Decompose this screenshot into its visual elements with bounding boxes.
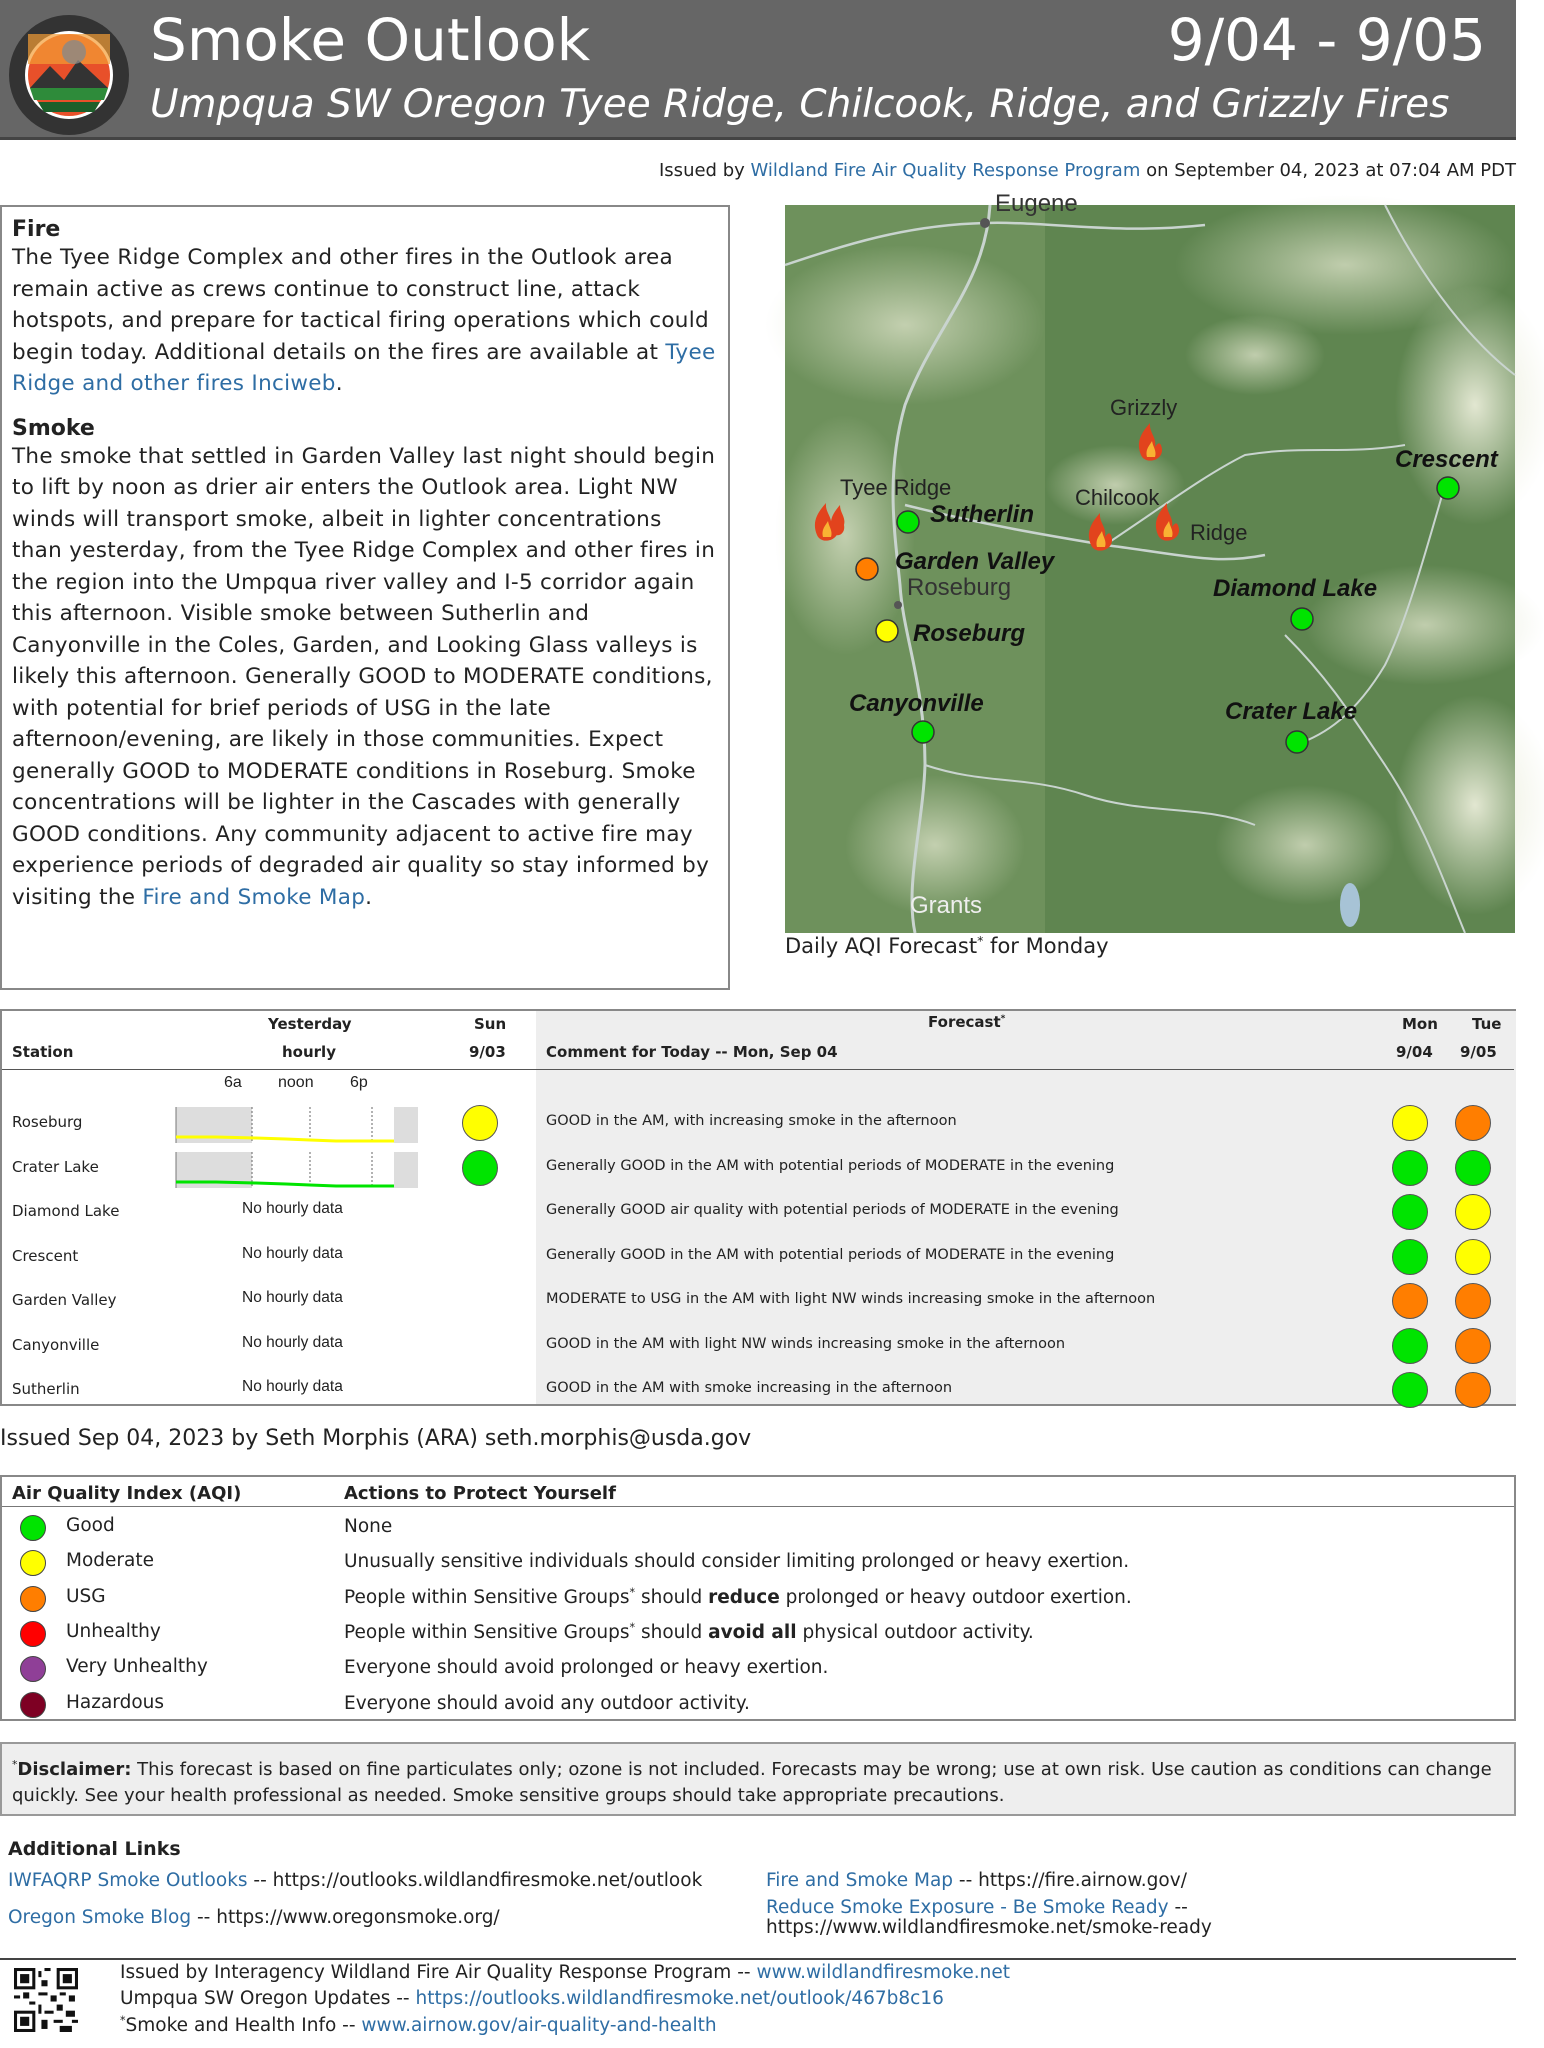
- station-name: Diamond Lake: [12, 1202, 120, 1220]
- aqi-action-pre: Unusually sensitive individuals should consider limiting prolonged or heavy exertion.: [344, 1551, 1130, 1573]
- page-title: Smoke Outlook: [150, 6, 591, 74]
- station-name: Canyonville: [12, 1335, 100, 1354]
- aqi-row: [2, 1615, 1514, 1650]
- aqi-row: [2, 1650, 1514, 1685]
- no-hourly-data: No hourly data: [242, 1200, 343, 1217]
- aqi-level-name: Hazardous: [66, 1691, 165, 1713]
- link-item-smoke-outlooks: [8, 1871, 702, 1891]
- program-logo: [8, 14, 130, 136]
- aqi-action-mid: should: [635, 1586, 709, 1608]
- header-tue-date: 9/05: [1460, 1043, 1497, 1061]
- footer-program-link[interactable]: www.wildlandfiresmoke.net: [756, 1962, 1011, 1983]
- header-forecast-asterisk: *: [1000, 1014, 1006, 1024]
- issued-by-line: Issued Sep 04, 2023 by Seth Morphis (ARA) seth.morphis@usda.gov: [0, 1426, 752, 1451]
- no-hourly-data: No hourly data: [242, 1378, 343, 1395]
- map-label-ridge: Ridge: [1190, 520, 1248, 545]
- aqi-action-pre: People within Sensitive Groups: [344, 1622, 630, 1644]
- aqi-level-name: Good: [66, 1515, 115, 1536]
- map-caption-asterisk: *: [977, 933, 984, 948]
- aqi-row: [2, 1580, 1514, 1615]
- map-label-tyee-ridge: Tyee Ridge: [840, 475, 952, 500]
- tue-aqi-dot: [1455, 1328, 1491, 1364]
- header-hourly: hourly: [282, 1043, 336, 1061]
- aqi-legend: [0, 1475, 1516, 1721]
- forecast-comment: Generally GOOD in the AM with potential periods of MODERATE in the evening: [546, 1246, 1115, 1263]
- no-hourly-data: No hourly data: [242, 1244, 343, 1262]
- aqi-action-emphasis: reduce: [708, 1586, 780, 1608]
- tue-aqi-dot: [1455, 1194, 1491, 1230]
- header-mon: Mon: [1402, 1015, 1438, 1033]
- header-yesterday: Yesterday: [268, 1015, 352, 1033]
- narrative-box: [0, 205, 730, 990]
- sun-aqi-dot: [462, 1150, 498, 1186]
- map-label-grizzly: Grizzly: [1110, 395, 1178, 420]
- footer-line-updates: [120, 1988, 944, 2009]
- mon-aqi-dot: [1392, 1328, 1428, 1364]
- aqi-action-text: [344, 1550, 1129, 1572]
- smoke-period: .: [365, 884, 373, 910]
- station-forecast-table: [0, 1009, 1516, 1406]
- oregon-blog-url: -- https://www.oregonsmoke.org/: [191, 1907, 500, 1928]
- mon-aqi-dot: [1392, 1239, 1428, 1275]
- link-item-oregon-blog: [8, 1908, 500, 1928]
- no-hourly-data: No hourly data: [242, 1289, 343, 1306]
- aqi-level-name: Unhealthy: [66, 1620, 161, 1642]
- tue-aqi-dot: [1455, 1150, 1491, 1186]
- hourly-sparkline: [176, 1152, 418, 1188]
- aqi-action-asterisk: *: [629, 1585, 636, 1599]
- map-label-roseburg: Roseburg: [913, 620, 1026, 647]
- aqi-level-name: USG: [66, 1585, 106, 1607]
- map-station-crater-lake: [1286, 731, 1308, 753]
- aqi-action-pre: None: [344, 1516, 393, 1538]
- mon-aqi-dot: [1392, 1105, 1428, 1141]
- smoke-ready-dashes: --: [1168, 1897, 1188, 1918]
- header-bar: [0, 0, 1516, 140]
- aqi-color-dot: [20, 1621, 46, 1647]
- header-sun-date: 9/03: [469, 1043, 506, 1061]
- forecast-comment: GOOD in the AM with light NW winds increasing smoke in the afternoon: [546, 1335, 1066, 1352]
- oregon-blog-link[interactable]: Oregon Smoke Blog: [8, 1907, 192, 1928]
- disclaimer-asterisk: *: [12, 1758, 18, 1771]
- aqi-action-pre: People within Sensitive Groups: [344, 1586, 630, 1608]
- disclaimer-box: [0, 1742, 1516, 1816]
- fire-smoke-map-url: -- https://fire.airnow.gov/: [953, 1870, 1187, 1891]
- fire-smoke-map-link[interactable]: Fire and Smoke Map: [142, 884, 366, 910]
- header-station: Station: [12, 1043, 74, 1061]
- map-label-eugene: Eugene: [995, 190, 1078, 217]
- aqi-color-dot: [20, 1550, 46, 1576]
- map-label-sutherlin: Sutherlin: [930, 501, 1035, 528]
- smoke-text: [12, 441, 718, 914]
- footer-program-text: Issued by Interagency Wildland Fire Air Quality Response Program --: [120, 1962, 757, 1983]
- forecast-comment: MODERATE to USG in the AM with light NW winds increasing smoke in the afternoon: [546, 1291, 1156, 1307]
- outlook-dates: 9/04 - 9/05: [1167, 6, 1486, 74]
- map-station-roseburg: [876, 620, 898, 642]
- map-label-chilcook: Chilcook: [1075, 485, 1160, 510]
- footer-asterisk: *: [120, 2014, 126, 2027]
- footer-updates-link[interactable]: https://outlooks.wildlandfiresmoke.net/outlook/467b8c16: [415, 1988, 944, 2009]
- aqi-header-row: [2, 1477, 1514, 1507]
- no-hourly-data: No hourly data: [242, 1333, 343, 1351]
- tue-aqi-dot: [1455, 1372, 1491, 1408]
- station-name: Garden Valley: [12, 1291, 117, 1309]
- aqi-action-text: [344, 1621, 1034, 1643]
- tue-aqi-dot: [1455, 1239, 1491, 1275]
- map-label-canyonville: Canyonville: [849, 690, 984, 717]
- fire-body: The Tyee Ridge Complex and other fires in the Outlook area remain active as crews continue to construct line, attack hotspots, and prepare for tactical firing operations which could begin today. Additional details on the fires are available at: [12, 245, 709, 365]
- aqi-action-mid: should: [635, 1622, 709, 1644]
- disclaimer-label: Disclaimer:: [17, 1759, 132, 1780]
- aqi-color-dot: [20, 1692, 46, 1718]
- fire-smoke-map-link-2[interactable]: Fire and Smoke Map: [766, 1870, 954, 1891]
- fire-period: .: [335, 371, 343, 396]
- aqi-action-pre: Everyone should avoid prolonged or heavy exertion.: [344, 1657, 829, 1679]
- aqi-row: [2, 1509, 1514, 1544]
- disclaimer-text: This forecast is based on fine particulates only; ozone is not included. Forecasts may be wrong; use at own risk. Use caution as conditions can change quickly. See your health professional as needed. Smoke sensitive groups should take appropriate precautions.: [12, 1759, 1492, 1806]
- map-svg: [785, 190, 1515, 933]
- issued-prefix: Issued by: [659, 160, 751, 181]
- inciweb-link[interactable]: Tyee Ridge and other fires Inciweb: [12, 339, 716, 396]
- header-sun: Sun: [474, 1015, 507, 1033]
- header-forecast: [928, 1013, 1005, 1031]
- tue-aqi-dot: [1455, 1283, 1491, 1319]
- header-comment: Comment for Today -- Mon, Sep 04: [546, 1043, 838, 1061]
- forecast-comment: Generally GOOD air quality with potential periods of MODERATE in the evening: [546, 1202, 1119, 1218]
- smoke-ready-link[interactable]: Reduce Smoke Exposure - Be Smoke Ready: [766, 1897, 1169, 1918]
- hourly-chart: [176, 1107, 418, 1143]
- map-station-sutherlin: [897, 511, 919, 533]
- hour-tick-6a: 6a: [224, 1074, 242, 1091]
- footer-line-program: [120, 1962, 1010, 1983]
- smoke-outlooks-link[interactable]: IWFAQRP Smoke Outlooks: [8, 1870, 248, 1891]
- smoke-ready-url: https://www.wildlandfiresmoke.net/smoke-ready: [766, 1917, 1212, 1938]
- header-tue: Tue: [1472, 1015, 1502, 1033]
- aqi-action-post: physical outdoor activity.: [796, 1622, 1034, 1644]
- smoke-body: The smoke that settled in Garden Valley last night should begin to lift by noon as drier air enters the Outlook area. Light NW winds will transport smoke, albeit in lighter concentrations than yesterday, from the Tyee Ridge Complex and other fires in the region into the Umpqua river valley and I-5 corridor again this afternoon. Visible smoke between Sutherlin and Canyonville in the Coles, Garden, and Looking Glass valleys is likely this afternoon. Generally GOOD to MODERATE conditions, with potential for brief periods of USG in the late afternoon/evening, are likely in those communities. Expect generally GOOD to MODERATE conditions in Roseburg. Smoke concentrations will be lighter in the Cascades with generally GOOD conditions. Any community adjacent to active fire may experience periods of degraded air quality so stay informed by visiting the: [12, 443, 716, 910]
- smoke-heading: Smoke: [12, 415, 95, 441]
- station-name: Sutherlin: [12, 1380, 80, 1398]
- map-caption-text: Daily AQI Forecast: [785, 934, 978, 958]
- link-item-fire-smoke-map: [766, 1871, 1187, 1891]
- header-forecast-text: Forecast: [928, 1013, 1001, 1031]
- mon-aqi-dot: [1392, 1372, 1428, 1408]
- map-label-garden-valley: Garden Valley: [895, 548, 1055, 575]
- table-header-divider: [2, 1069, 1514, 1070]
- station-name: Roseburg: [12, 1113, 83, 1131]
- page-subtitle: Umpqua SW Oregon Tyee Ridge, Chilcook, Ridge, and Grizzly Fires: [150, 82, 1450, 127]
- map-label-crescent: Crescent: [1395, 446, 1498, 473]
- aqi-action-text: [344, 1586, 1132, 1608]
- fire-text: [12, 242, 718, 400]
- aqi-header-index: Air Quality Index (AQI): [12, 1483, 242, 1504]
- hourly-chart: [176, 1152, 418, 1188]
- aqi-action-text: [344, 1656, 828, 1678]
- sun-aqi-dot: [462, 1105, 498, 1141]
- aqi-header-actions: Actions to Protect Yourself: [344, 1483, 616, 1504]
- aqi-level-name: Very Unhealthy: [66, 1656, 208, 1678]
- additional-links-heading: Additional Links: [8, 1838, 181, 1860]
- aqi-row: [2, 1686, 1514, 1721]
- map-station-canyonville: [912, 721, 934, 743]
- aqi-action-emphasis: avoid all: [708, 1622, 797, 1644]
- aqi-action-text: [344, 1692, 750, 1714]
- footer-health-text: Smoke and Health Info --: [125, 2015, 362, 2037]
- forecast-comment: Generally GOOD in the AM with potential periods of MODERATE in the evening: [546, 1157, 1115, 1174]
- station-name: Crater Lake: [12, 1157, 99, 1176]
- link-item-smoke-ready: [766, 1898, 1212, 1938]
- issued-line: [659, 160, 1516, 181]
- mon-aqi-dot: [1392, 1150, 1428, 1186]
- qr-code-icon[interactable]: [14, 1968, 78, 2032]
- aqi-action-post: prolonged or heavy outdoor exertion.: [779, 1586, 1132, 1608]
- aqi-action-text: [344, 1515, 392, 1537]
- header-mon-date: 9/04: [1396, 1043, 1433, 1061]
- aqi-action-pre: Everyone should avoid any outdoor activity.: [344, 1692, 750, 1714]
- map-label-diamond-lake: Diamond Lake: [1213, 575, 1378, 602]
- map-station-crescent: [1437, 477, 1459, 499]
- footer-line-health: [120, 2014, 717, 2036]
- mon-aqi-dot: [1392, 1194, 1428, 1230]
- aqi-level-name: Moderate: [66, 1550, 154, 1572]
- program-link[interactable]: Wildland Fire Air Quality Response Program: [750, 160, 1141, 181]
- forecast-comment: GOOD in the AM, with increasing smoke in the afternoon: [546, 1113, 957, 1129]
- footer-updates-text: Umpqua SW Oregon Updates --: [120, 1988, 416, 2009]
- map-label-grants: Grants: [910, 892, 983, 919]
- fire-heading: Fire: [12, 217, 61, 242]
- footer-health-link[interactable]: www.airnow.gov/air-quality-and-health: [361, 2015, 717, 2037]
- aqi-row: [2, 1544, 1514, 1579]
- tue-aqi-dot: [1455, 1105, 1491, 1141]
- issued-suffix: on September 04, 2023 at 07:04 AM PDT: [1140, 160, 1516, 181]
- forecast-comment: GOOD in the AM with smoke increasing in the afternoon: [546, 1380, 953, 1396]
- mon-aqi-dot: [1392, 1283, 1428, 1319]
- hour-tick-noon: noon: [278, 1074, 314, 1091]
- map-station-garden-valley: [856, 558, 878, 580]
- hourly-sparkline: [176, 1107, 418, 1143]
- aqi-color-dot: [20, 1656, 46, 1682]
- aqi-color-dot: [20, 1515, 46, 1541]
- aqi-color-dot: [20, 1586, 46, 1612]
- map-caption-day: for Monday: [983, 934, 1109, 958]
- forecast-map: [785, 190, 1515, 933]
- hour-tick-6p: 6p: [350, 1074, 368, 1091]
- map-caption: [785, 933, 1109, 958]
- station-name: Crescent: [12, 1246, 79, 1265]
- map-label-roseburg-town: Roseburg: [907, 574, 1012, 601]
- aqi-action-asterisk: *: [629, 1620, 636, 1634]
- map-label-crater-lake: Crater Lake: [1225, 698, 1358, 725]
- map-station-diamond-lake: [1291, 608, 1313, 630]
- footer-divider: [0, 1958, 1516, 1960]
- smoke-outlooks-url: -- https://outlooks.wildlandfiresmoke.net/outlook: [247, 1870, 703, 1891]
